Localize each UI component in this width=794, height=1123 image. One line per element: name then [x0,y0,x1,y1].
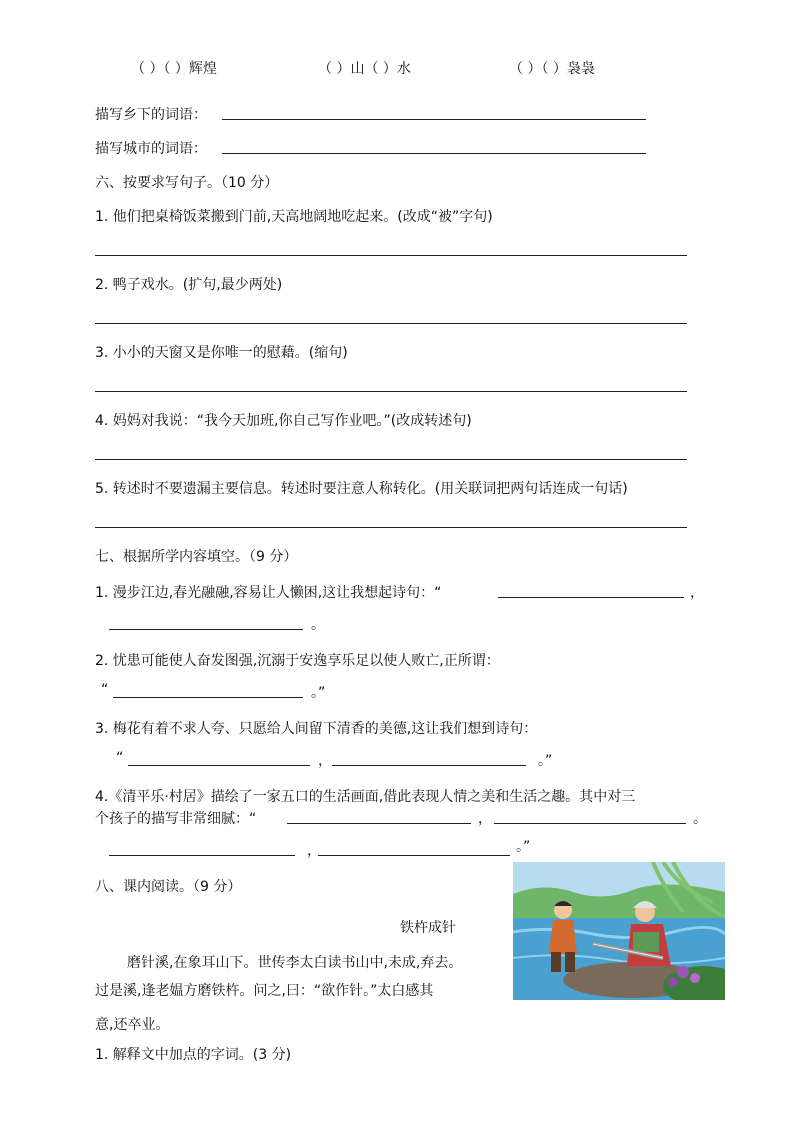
city-words-line[interactable] [222,153,646,154]
section7-q2-blank[interactable] [113,697,303,698]
illustration-svg [513,862,725,1000]
section7-q4-line2: 个孩子的描写非常细腻：“ [95,811,257,827]
section6-q4: 4. 妈妈对我说：“我今天加班,你自己写作业吧。”(改成转述句) [95,413,472,429]
section7-q3-end: 。” [538,753,553,769]
section7-q4-comma-2: ， [307,843,321,859]
city-words-label: 描写城市的词语： [95,141,207,157]
story-illustration [513,862,725,1000]
section6-q5: 5. 转述时不要遗漏主要信息。转述时要注意人称转化。(用关联词把两句话连成一句话) [95,481,628,497]
section7-q3-comma: ， [318,753,332,769]
section6-q5-answer-line[interactable] [95,527,687,528]
section7-q3: 3. 梅花有着不求人夸、只愿给人间留下清香的美德,这让我们想到诗句： [95,721,538,737]
section6-q1-answer-line[interactable] [95,255,687,256]
section7-q1-blank-1[interactable] [498,597,684,598]
section6-q3: 3. 小小的天窗又是你唯一的慰藉。(缩句) [95,345,348,361]
story-paragraph-line2: 过是溪,逢老媪方磨铁杵。问之,曰：“欲作针。”太白感其 [95,983,434,999]
section8-q1: 1. 解释文中加点的字词。(3 分) [95,1047,292,1063]
word-blank-2: （ ）山（ ）水 [318,61,411,77]
section6-title: 六、按要求写句子。（10 分） [95,175,279,191]
section7-q1-comma: ， [690,585,704,601]
word-blank-1: （ ）（ ）辉煌 [131,61,217,77]
section7-q4-blank-4[interactable] [318,855,510,856]
village-words-line[interactable] [222,119,646,120]
section7-q3-open: “ [116,750,124,766]
story-title: 铁杵成针 [400,920,456,936]
section7-q1-blank-2[interactable] [109,629,303,630]
section6-q4-answer-line[interactable] [95,459,687,460]
section7-q4-comma-1: ， [478,811,492,827]
section7-q2-open: “ [101,682,109,698]
section7-q4-end-2: 。” [516,839,531,855]
story-paragraph-line3: 意,还卒业。 [95,1017,170,1033]
section6-q1: 1. 他们把桌椅饭菜搬到门前,天高地阔地吃起来。(改成“被”字句) [95,209,493,225]
section7-q4-end-1: 。 [693,811,707,827]
section6-q3-answer-line[interactable] [95,391,687,392]
section7-q4-blank-3[interactable] [109,855,295,856]
story-paragraph-line1: 磨针溪,在象耳山下。世传李太白读书山中,未成,弃去。 [127,955,463,971]
section8-title: 八、课内阅读。（9 分） [95,879,242,895]
section6-q2-answer-line[interactable] [95,323,687,324]
section7-q3-blank-2[interactable] [332,765,526,766]
section7-q3-blank-1[interactable] [128,765,310,766]
word-blank-3: （ ）（ ）袅袅 [509,61,595,77]
section7-q4-blank-2[interactable] [494,823,686,824]
section7-q1-end: 。 [311,617,325,633]
section7-title: 七、根据所学内容填空。（9 分） [95,549,298,565]
section7-q1: 1. 漫步江边,春光融融,容易让人懒困,这让我想起诗句：“ [95,585,442,601]
section6-q2: 2. 鸭子戏水。(扩句,最少两处) [95,277,283,293]
section7-q4-blank-1[interactable] [287,823,471,824]
section7-q2-end: 。” [311,685,326,701]
village-words-label: 描写乡下的词语： [95,107,207,123]
section7-q2: 2. 忧患可能使人奋发图强,沉溺于安逸享乐足以使人败亡,正所谓： [95,653,500,669]
section7-q4-line1: 4.《清平乐·村居》描绘了一家五口的生活画面,借此表现人情之美和生活之趣。其中对三 [95,789,636,805]
